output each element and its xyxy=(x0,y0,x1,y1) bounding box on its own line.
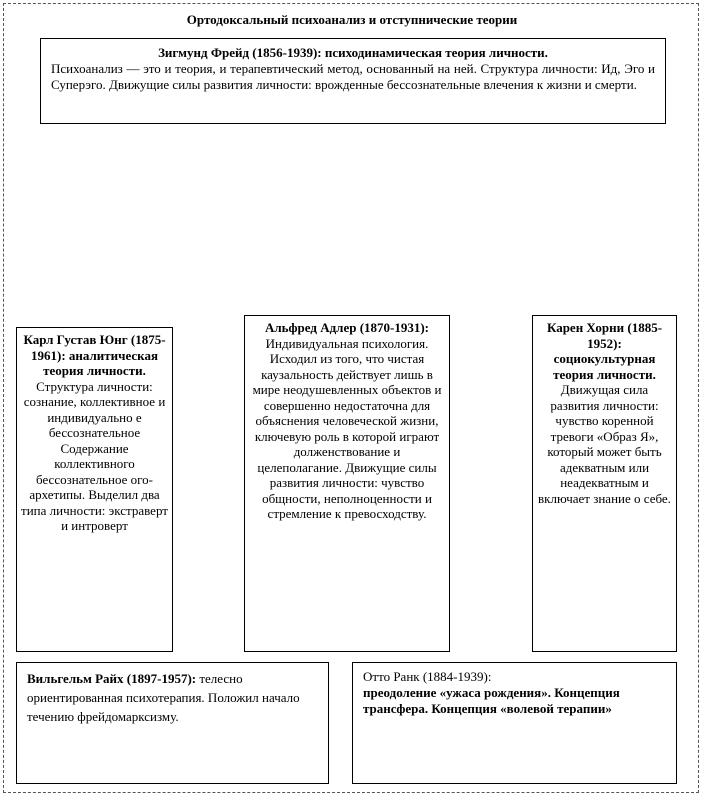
horney-name: Карен Хорни (1885-1952): социокультурная теория личности. xyxy=(546,320,663,382)
freud-box xyxy=(40,38,666,124)
rank-box xyxy=(352,662,677,784)
rank-desc: преодоление «ужаса рождения». Концепция трансфера. Концепция «волевой терапии» xyxy=(363,685,620,716)
jung-name: Карл Густав Юнг (1875-1961): аналитическая теория личности. xyxy=(23,332,166,378)
horney-box xyxy=(532,315,677,652)
adler-box xyxy=(244,315,450,652)
reich-name: Вильгельм Райх (1897-1957): xyxy=(27,671,197,686)
adler-name: Альфред Адлер (1870-1931): xyxy=(264,320,430,335)
freud-desc: Психоанализ — это и теория, и терапевтический метод, основанный на ней. Структура личности: Ид, Эго и Суперэго. Движущие силы развития личности: врожденные бессознательные влечения к жизни и смерти. xyxy=(51,61,655,92)
horney-desc: Движущая сила развития личности: чувство коренной тревоги «Образ Я», который может быть адекватным или неадекватным и включает знание о себе. xyxy=(538,382,671,506)
reich-desc: телесно ориентированная психотерапия. Положил начало течению фрейдомарксизму. xyxy=(27,671,300,724)
jung-box xyxy=(16,327,173,652)
freud-name: Зигмунд Фрейд (1856-1939): психодинамическая теория личности. xyxy=(158,45,548,60)
rank-name: Отто Ранк (1884-1939): xyxy=(363,669,492,684)
jung-desc: Структура личности: сознание, коллективное и индивидуально е бессознательное Содержание коллективного бессознательное ого- архетипы. Выделил два типа личности: экстраверт и интроверт xyxy=(21,378,168,533)
page-title: Ортодоксальный психоанализ и отступнические теории xyxy=(186,12,518,27)
reich-box xyxy=(16,662,329,784)
adler-desc: Индивидуальная психология. Исходил из того, что чистая каузальность действует лишь в мире неодушевленных объектов и совершенно недостаточна для объяснения человеческой жизни, ключевую роль в которой играют долженствование и целеполагание. Движущие силы развития личности: чувство общности, неполноценности и стремление к превосходству. xyxy=(252,335,442,521)
